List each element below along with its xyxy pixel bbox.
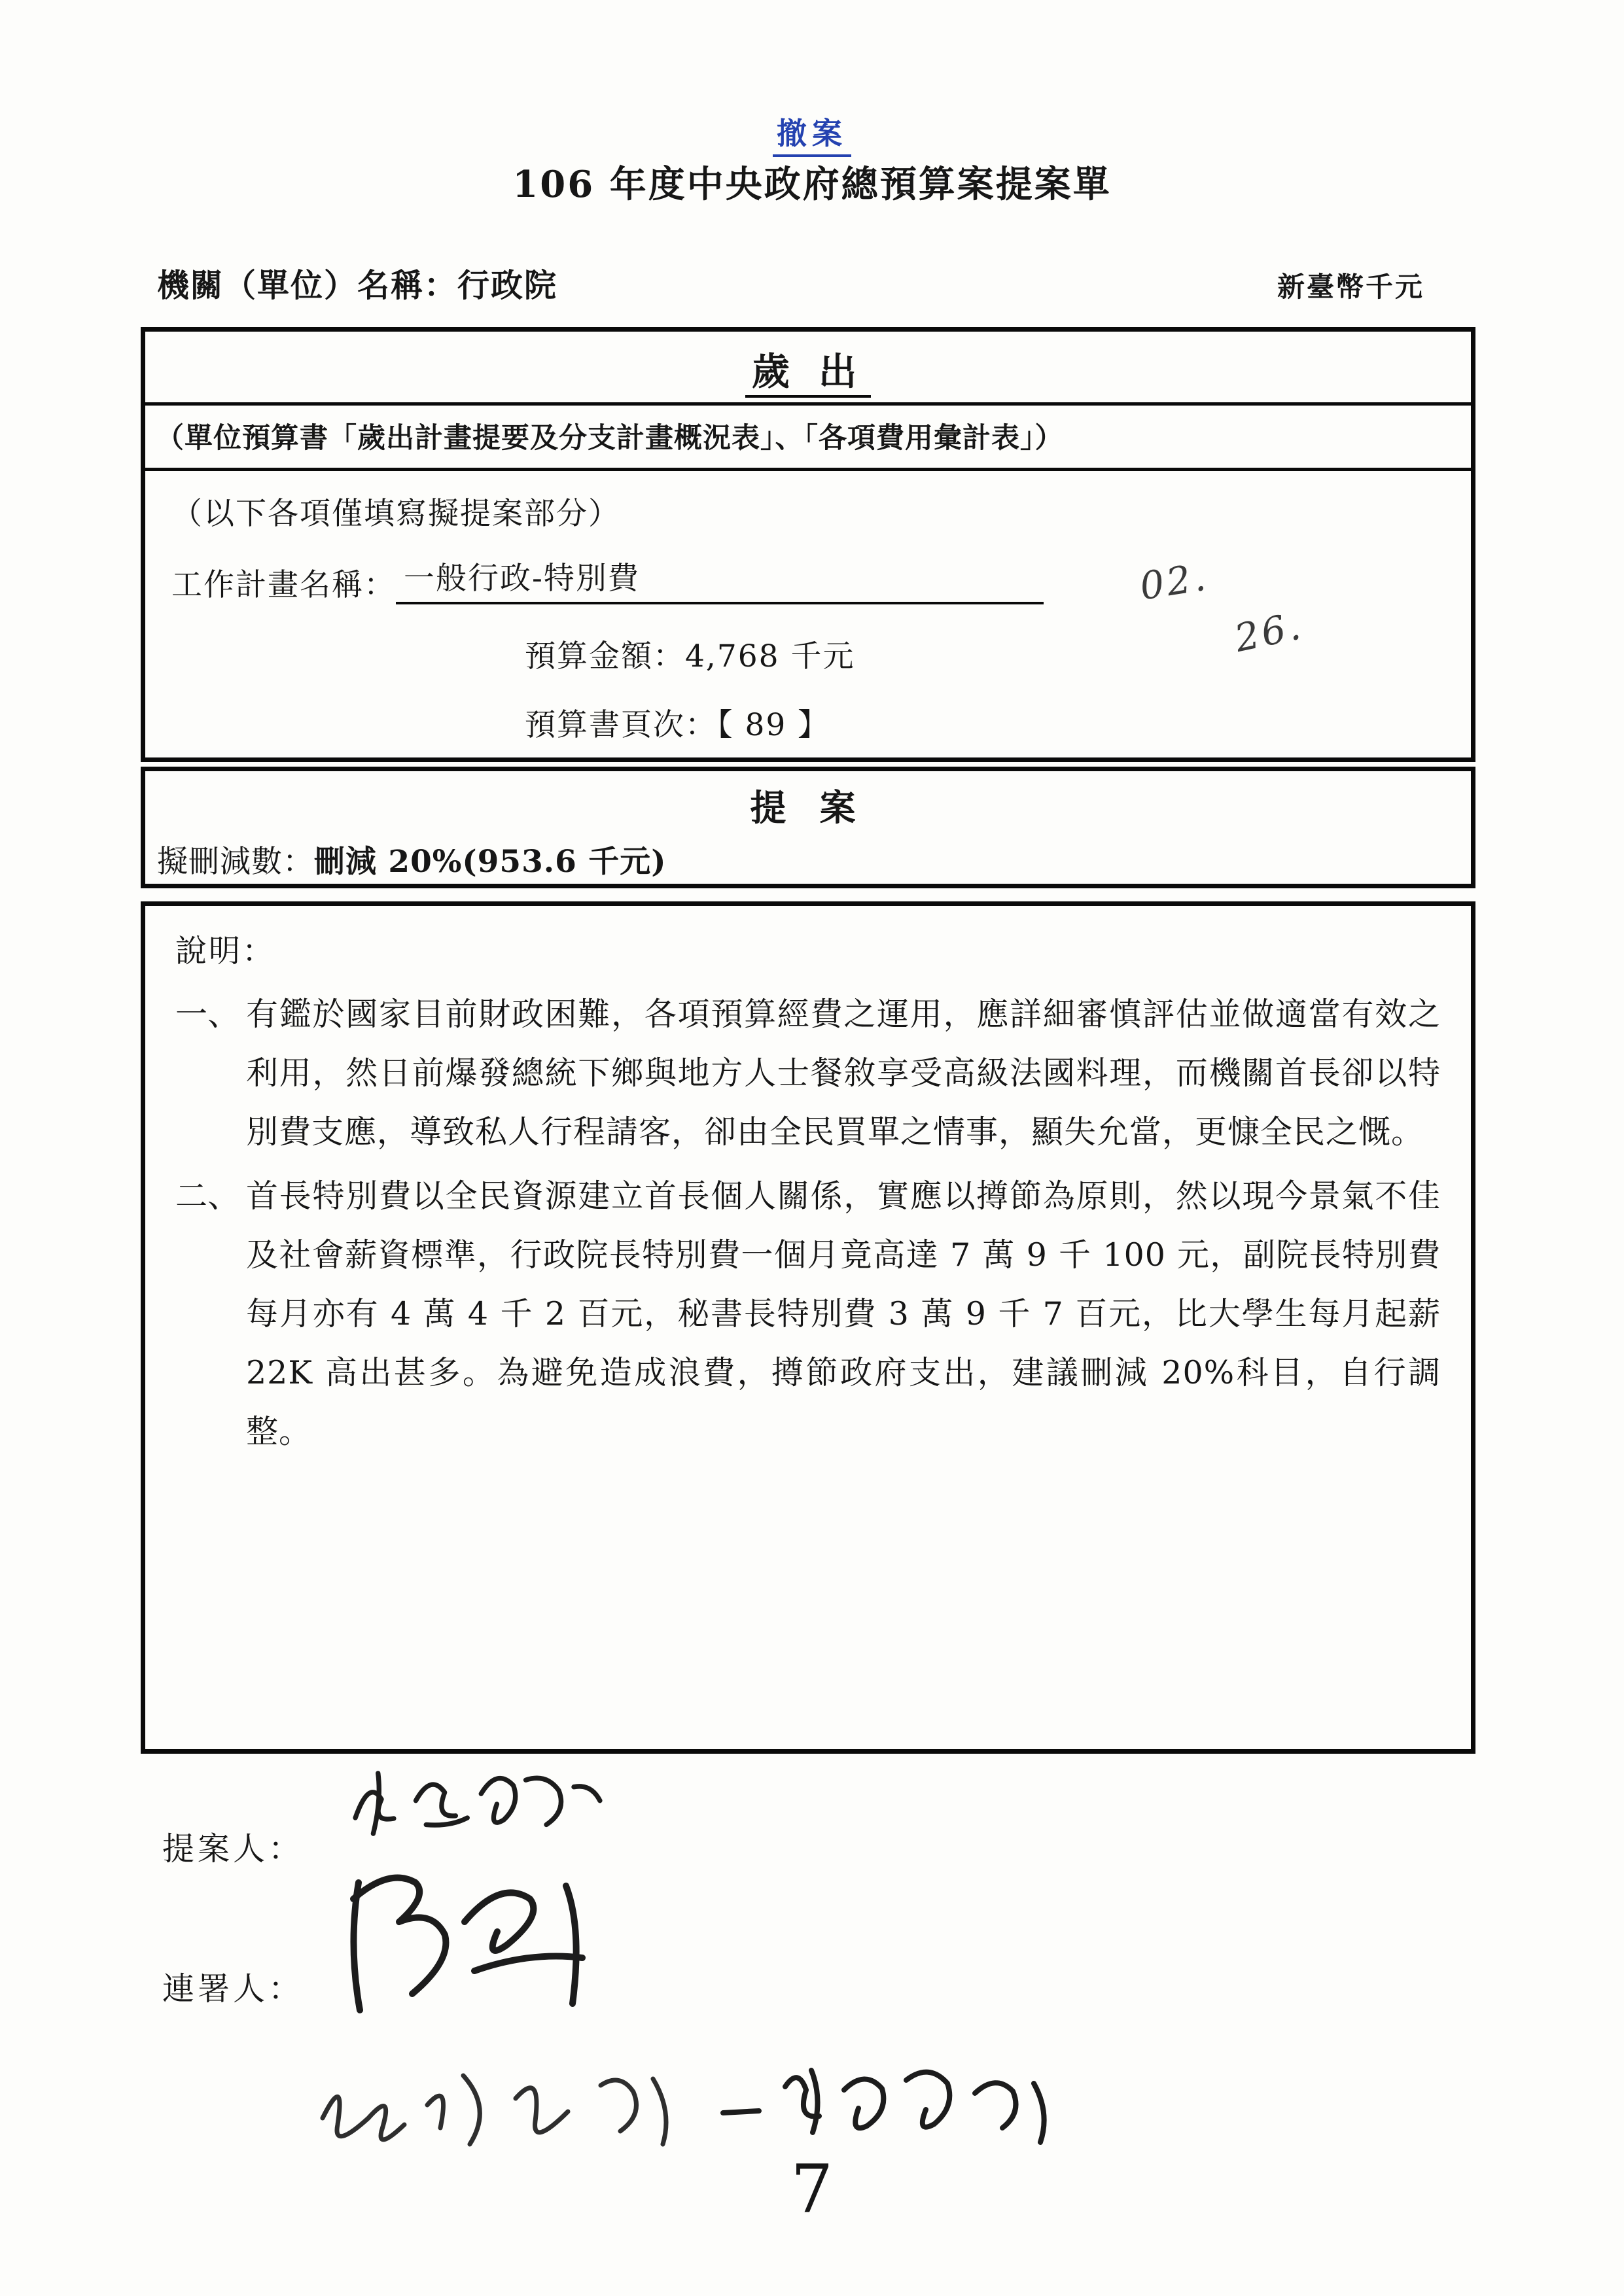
explanation-body xyxy=(145,906,1471,1461)
budget-page-ref-value: 【 89 】 xyxy=(717,707,830,743)
page-number: 7 xyxy=(790,2151,834,2229)
reduction-row xyxy=(145,837,1471,881)
currency-note: 新臺幣千元 xyxy=(1277,271,1424,303)
explanation-section xyxy=(141,901,1475,1754)
item-2-text: 首長特別費以全民資源建立首長個人關係，實應以撙節為原則，然以現今景氣不佳及社會薪資標準，行政院長特別費一個月竟高達 7 萬 9 千 100 元，副院長特別費每月亦有 4 萬 4 千 2 百元，秘書長特別費 3 萬 9 千 7 百元，比大學生每月起薪 22K 高出甚多。為避免造成浪費，撙節政府支出，建議刪減 20%科目，自行調整。 xyxy=(246,1177,1441,1450)
handwritten-annotation-2: 26. xyxy=(1231,602,1307,661)
agency-value: 行政院 xyxy=(457,266,558,304)
explanation-header: 說明： xyxy=(175,933,276,969)
expenditure-header-text: 歲 出 xyxy=(745,349,871,398)
expenditure-header xyxy=(145,332,1471,406)
work-plan-label: 工作計畫名稱： xyxy=(171,567,396,603)
explanation-item-1 xyxy=(175,985,1441,1162)
proposal-section xyxy=(141,767,1475,888)
cosigner-label: 連署人： xyxy=(162,1970,304,2008)
cosigner-signature-1 xyxy=(334,1850,622,2040)
expenditure-body xyxy=(145,471,1471,744)
agency-label: 機關（單位）名稱： xyxy=(157,266,458,304)
expenditure-subtitle: （單位預算書「歲出計畫提要及分支計畫概況表」、「各項費用彙計表」） xyxy=(145,406,1471,471)
withdrawn-stamp: 撤案 xyxy=(773,110,851,157)
work-plan-row xyxy=(171,554,1445,604)
item-2-index: 二、 xyxy=(175,1177,240,1215)
proposal-header: 提 案 xyxy=(750,786,866,829)
reduction-value: 刪減 20%(953.6 千元) xyxy=(314,844,667,880)
expenditure-section xyxy=(141,327,1475,762)
handwritten-annotation-1: 02. xyxy=(1137,554,1211,609)
budget-page-ref-label: 預算書頁次： xyxy=(525,707,717,743)
explanation-item-2 xyxy=(175,1167,1441,1461)
agency-name xyxy=(157,260,557,306)
page-title: 106 年度中央政府總預算案提案單 xyxy=(512,163,1112,206)
stamp-row xyxy=(0,110,1624,157)
item-1-text: 有鑑於國家目前財政困難，各項預算經費之運用，應詳細審慎評估並做適當有效之利用，然日前爆發總統下鄉與地方人士餐敘享受高級法國料理，而機關首長卻以特別費支應，導致私人行程請客，卻由全民買單之情事，顯失允當，更慷全民之慨。 xyxy=(246,996,1441,1151)
item-1-index: 一、 xyxy=(175,996,240,1033)
budget-amount-value: 4,768 千元 xyxy=(685,638,855,674)
agency-row xyxy=(157,260,1424,306)
reduction-label: 擬刪減數： xyxy=(157,844,314,880)
work-plan-value: 一般行政-特別費 xyxy=(396,554,1044,604)
budget-amount-row xyxy=(525,632,1445,676)
budget-amount-label: 預算金額： xyxy=(525,638,685,674)
proposer-label: 提案人： xyxy=(162,1830,304,1868)
fill-instruction-note: （以下各項僅填寫擬提案部分） xyxy=(171,496,620,532)
proposer-signature xyxy=(340,1752,615,1856)
budget-page-ref-row xyxy=(525,701,1445,744)
